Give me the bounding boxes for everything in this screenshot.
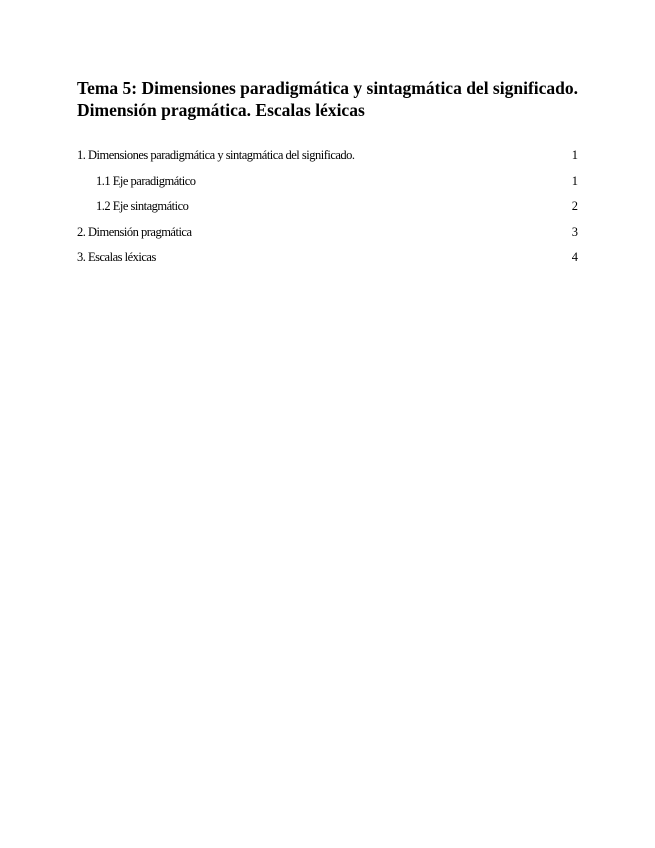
- toc-entry-page: 1: [571, 173, 578, 188]
- toc-entry-page: 1: [571, 148, 578, 162]
- toc-entry-page: 3: [571, 224, 578, 239]
- toc-entry-label: 1.2 Eje sintagmático: [96, 199, 189, 213]
- toc-entry-label: 1.1 Eje paradigmático: [96, 173, 196, 188]
- toc-entry-page: 2: [571, 199, 578, 213]
- toc-entry-page: 4: [571, 250, 578, 264]
- toc-entry[interactable]: [77, 146, 578, 172]
- toc-entry[interactable]: [77, 248, 578, 274]
- document-title: Tema 5: Dimensiones paradigmática y sintagmática del significado. Dimensión pragmática. Escalas léxicas: [77, 78, 579, 120]
- toc-entry-label: 1. Dimensiones paradigmática y sintagmática del significado.: [77, 148, 355, 162]
- table-of-contents: [77, 146, 578, 274]
- toc-entry[interactable]: [77, 223, 578, 249]
- toc-entry[interactable]: [77, 197, 578, 223]
- toc-entry[interactable]: [77, 172, 578, 198]
- toc-entry-label: 2. Dimensión pragmática: [77, 224, 192, 239]
- toc-entry-label: 3. Escalas léxicas: [77, 250, 156, 264]
